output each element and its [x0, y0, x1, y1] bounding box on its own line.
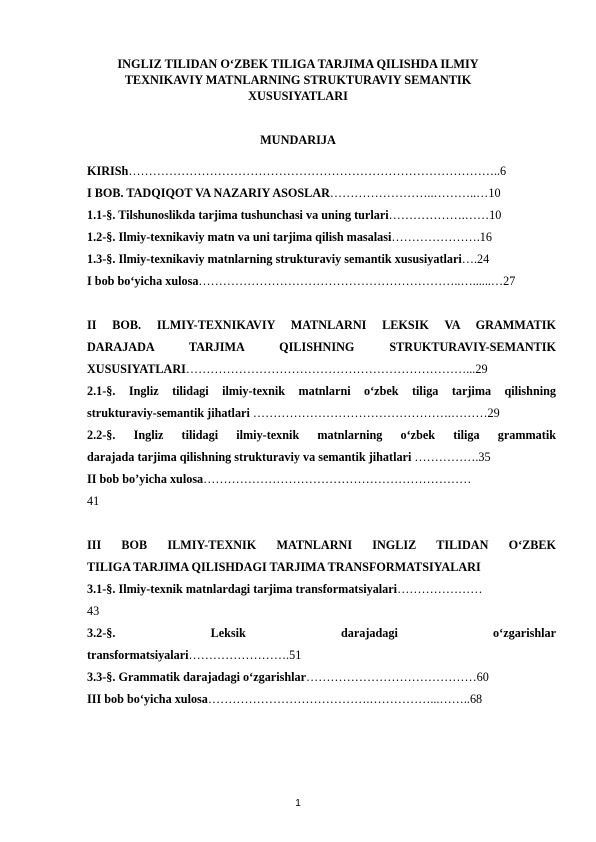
toc-entry-chapter-2-line-2: DARAJADA TARJIMA QILISHNING STRUKTURAVIY-SEMANTIK	[87, 340, 556, 354]
toc-entry-section-3-1-page	[87, 600, 556, 622]
toc-entry-title: 1.3-§. Ilmiy-texnikaviy matnlarning strukturaviy semantik xususiyatlari	[87, 252, 462, 266]
toc-entry-section-3-2-line-2	[87, 644, 556, 666]
toc-dots: ….	[461, 252, 478, 266]
toc-entry-section-1-2	[87, 226, 556, 248]
toc-page-number: 68	[469, 692, 483, 706]
toc-entry-title: 1.2-§. Ilmiy-texnikaviy matn va uni tarjima qilish masalasi	[87, 230, 392, 244]
toc-dots: ……………………………………	[306, 670, 477, 684]
toc-entry-title: XUSUSIYATLARI	[87, 362, 186, 376]
toc-page-number: 60	[476, 670, 489, 684]
toc-entry-title: 1.1-§. Tilshunoslikda tarjima tushunchasi va uning turlari	[87, 208, 389, 222]
spacer	[87, 512, 556, 534]
toc-entry-title: 3.1-§. Ilmiy-texnik matnlardagi tarjima transformatsiyalari	[87, 582, 398, 596]
toc-entry-chapter-1	[87, 182, 556, 204]
table-of-contents	[87, 160, 556, 710]
toc-entry-title: III bob bo‘yicha xulosa	[87, 692, 208, 706]
toc-entry-title: 3.3-§. Grammatik darajadagi o‘zgarishlar	[87, 670, 307, 684]
toc-page-number: 10	[488, 186, 501, 200]
toc-entry-chapter-3-line-2: TILIGA TARJIMA QILISHDAGI TARJIMA TRANSFORMATSIYALARI	[87, 560, 481, 574]
toc-entry-section-2-2-line-2	[87, 446, 556, 468]
toc-entry-section-2-1-line-1: 2.1-§. Ingliz tilidagi ilmiy-texnik matnlarni o‘zbek tiliga tarjima qilishning	[87, 384, 556, 398]
toc-dots: …………….	[411, 450, 479, 464]
toc-page-number: 27	[503, 274, 516, 288]
page-number: 1	[295, 798, 301, 809]
document-title: INGLIZ TILIDAN O‘ZBEK TILIGA TARJIMA QILISHDA ILMIY TEXNIKAVIY MATNLARNING STRUKTURAVIY SEMANTIK XUSUSIYATLARI	[117, 57, 479, 103]
toc-entry-kirish	[87, 160, 556, 182]
toc-page-number: 35	[478, 450, 491, 464]
toc-page-number: 41	[87, 494, 100, 508]
toc-page-number: 10	[489, 208, 502, 222]
toc-entry-conclusion-3	[87, 688, 556, 710]
toc-entry-section-3-2-line-1: 3.2-§. Leksik darajadagi o‘zgarishlar	[87, 626, 556, 640]
toc-entry-conclusion-1	[87, 270, 556, 292]
toc-dots: …………………….	[188, 648, 290, 662]
spacer	[87, 292, 556, 314]
toc-entry-section-2-2-line-1: 2.2-§. Ingliz tilidagi ilmiy-texnik matnlarning o‘zbek tiliga grammatik	[87, 428, 556, 442]
toc-entry-title: II bob bo’yicha xulosa	[87, 472, 204, 486]
toc-entry-section-3-1	[87, 578, 556, 600]
toc-heading: MUNDARIJA	[260, 133, 336, 147]
toc-entry-conclusion-2	[87, 468, 556, 490]
toc-entry-chapter-2-line-3	[87, 358, 556, 380]
toc-dots: ………………………………………………………………………………..	[128, 164, 501, 178]
toc-entry-chapter-2-line-1: II BOB. ILMIY-TEXNIKAVIY MATNLARNI LEKSIK VA GRAMMATIK	[87, 318, 556, 332]
toc-page-number: 29	[487, 406, 500, 420]
toc-dots: …………………	[397, 582, 483, 596]
toc-dots: ……………………..………..…	[329, 186, 489, 200]
toc-entry-title: transformatsiyalari	[87, 648, 189, 662]
toc-dots: ………………………………………………………..…......…	[198, 274, 504, 288]
toc-entry-title: strukturaviy-semantik jihatlari	[87, 406, 250, 420]
toc-dots: ………………….	[391, 230, 480, 244]
toc-dots: ………………………………………….………	[249, 406, 488, 420]
toc-entry-section-3-3	[87, 666, 556, 688]
toc-entry-section-1-3	[87, 248, 556, 270]
toc-entry-title: darajada tarjima qilishning strukturaviy va semantik jihatlari	[87, 450, 412, 464]
toc-dots: ………………………………….……………...……..	[207, 692, 470, 706]
toc-entry-section-1-1	[87, 204, 556, 226]
toc-entry-conclusion-2-page	[87, 490, 556, 512]
toc-dots: …………………………………………………………	[203, 472, 472, 486]
toc-page-number: 43	[87, 604, 100, 618]
toc-page-number: 29	[475, 362, 488, 376]
toc-page-number: 16	[479, 230, 492, 244]
toc-dots: ……………….……	[388, 208, 490, 222]
toc-page-number: 6	[500, 164, 507, 178]
toc-entry-title: I bob bo‘yicha xulosa	[87, 274, 199, 288]
toc-entry-chapter-3-line-1: III BOB ILMIY-TEXNIK MATNLARNI INGLIZ TILIDAN O‘ZBEK	[87, 538, 556, 552]
toc-dots: ……………………………………………………………...	[185, 362, 476, 376]
toc-entry-section-2-1-line-2	[87, 402, 556, 424]
toc-entry-title: KIRISh	[87, 164, 129, 178]
toc-page-number: 24	[477, 252, 490, 266]
toc-entry-title: I BOB. TADQIQOT VA NAZARIY ASOSLAR	[87, 186, 330, 200]
toc-page-number: 51	[289, 648, 302, 662]
